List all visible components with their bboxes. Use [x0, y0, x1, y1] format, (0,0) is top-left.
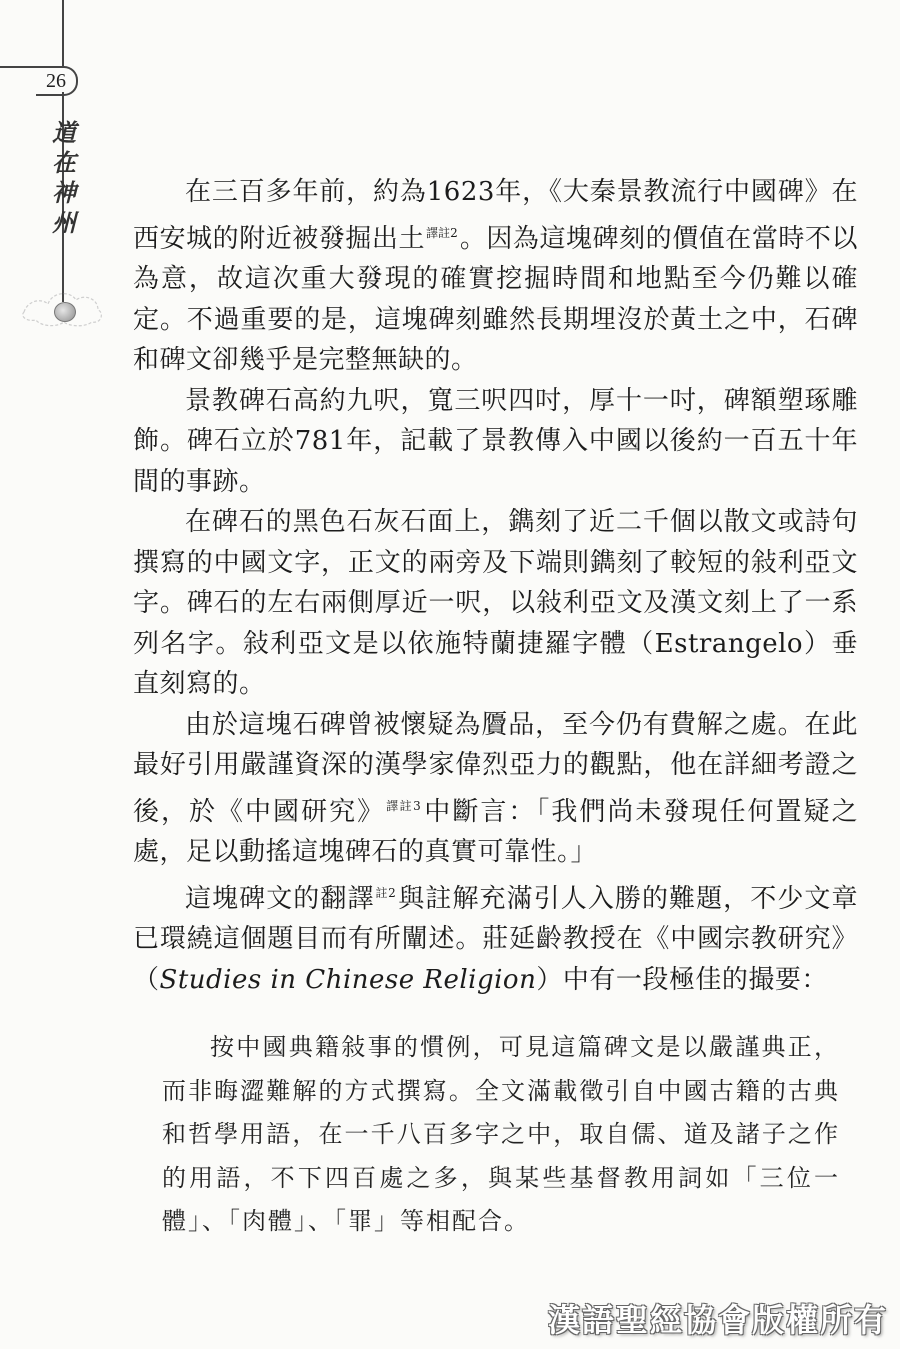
page-number: 26 [36, 66, 78, 96]
text-run: 景教碑石高約九呎，寬三呎四吋，厚十一吋，碑額塑琢雕飾。碑石立於781年，記載了景教傳入中國以後約一百五十年間的事跡。 [133, 385, 858, 497]
margin-rule-top [62, 0, 64, 66]
footnote-marker: 譯註3 [386, 798, 421, 813]
running-title-char: 在 [52, 148, 76, 177]
footnote-marker: 註2 [375, 885, 396, 900]
running-title-char: 道 [52, 118, 76, 147]
text-run: 與註解充滿引人入勝的難題，不少文章已環繞這個題目而有所闡述。莊延齡教授在《中國宗教研究》（ [133, 883, 858, 995]
text-run: 在三百多年前，約為1623年，《大秦景教流行中國碑》在西安城的附近被發掘出土 [133, 177, 858, 254]
paragraph [133, 705, 858, 873]
paragraph [133, 873, 858, 1001]
block-quote: 按中國典籍敍事的慣例，可見這篇碑文是以嚴謹典正，而非晦澀難解的方式撰寫。全文滿載徵引自中國古籍的古典和哲學用語，在一千八百多字之中，取自儒、道及諸子之作的用語，不下四百處之多，與某些基督教用詞如「三位一體」、「肉體」、「罪」等相配合。 [162, 1033, 840, 1235]
book-title-italic: Studies in Chinese Religion [159, 964, 537, 995]
footnote-marker: 譯註2 [426, 225, 458, 240]
paragraph [133, 502, 858, 705]
text-run: ）中有一段極佳的撮要： [536, 964, 828, 995]
main-text [133, 172, 858, 1000]
text-run: 。因為這塊碑刻的價值在當時不以為意，故這次重大發現的確實挖掘時間和地點至今仍難以確定。不過重要的是，這塊碑刻雖然長期埋沒於黃土之中，石碑和碑文卻幾乎是完整無缺的。 [133, 223, 858, 375]
copyright-watermark: 漢語聖經協會版權所有 [547, 1301, 888, 1339]
margin-dot-icon [54, 302, 76, 322]
paragraph [133, 381, 858, 503]
running-title-char: 州 [52, 208, 76, 237]
text-run: 由於這塊石碑曾被懷疑為贗品，至今仍有費解之處。在此最好引用嚴謹資深的漢學家偉烈亞力的觀點，他在詳細考證之後，於《中國研究》 [133, 709, 858, 827]
text-run: 這塊碑文的翻譯 [185, 883, 375, 914]
paragraph [133, 172, 858, 381]
running-title-char: 神 [52, 178, 76, 207]
running-title [50, 118, 78, 238]
text-run: 中斷言：「我們尚未發現任何置疑之處，足以動搖這塊碑石的真實可靠性。」 [133, 796, 858, 867]
text-run: 在碑石的黑色石灰石面上，鐫刻了近二千個以散文或詩句撰寫的中國文字，正文的兩旁及下端則鐫刻了較短的敍利亞文字。碑石的左右兩側厚近一呎，以敍利亞文及漢文刻上了一系列名字。敍利亞文是以依施特蘭捷羅字體（Estrangelo）垂直刻寫的。 [133, 507, 858, 699]
